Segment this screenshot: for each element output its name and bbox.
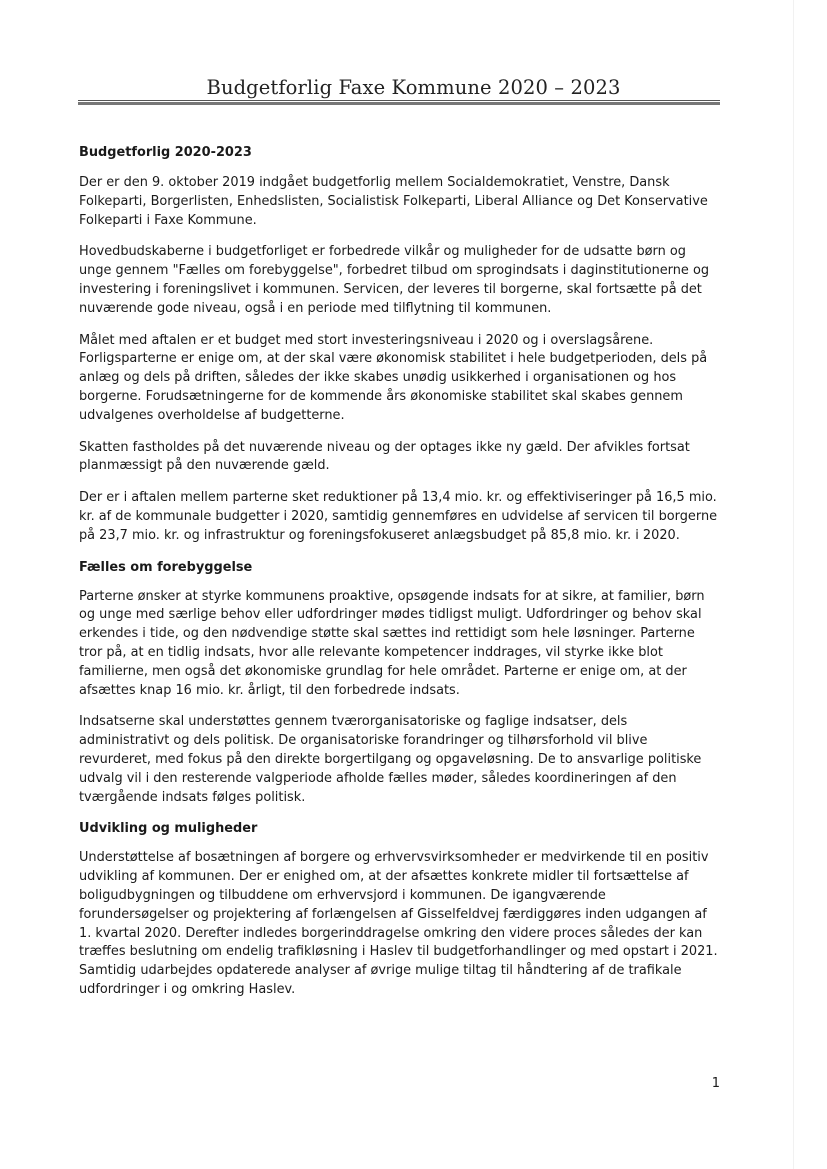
paragraph: Indsatserne skal understøttes gennem tværorganisatoriske og faglige indsatser, dels administrativt og dels politisk. De organisatoriske forandringer og tilhørsforhold vil blive revurderet, med fokus på den direkte borgertilgang og opgaveløsning. De to ansvarlige politiske udvalg vil i den resterende valgperiode afholde fælles møder, således koordineringen af den tværgående indsats følges politisk. — [79, 714, 702, 805]
paragraph: Understøttelse af bosætningen af borgere og erhvervsvirksomheder er medvirkende til en positiv udvikling af kommunen. Der er enighed om, at der afsættes konkrete midler til fortsættelse af boligudbygningen og tilbuddene om erhvervsjord i kommunen. De igangværende forundersøgelser og projektering af forlængelsen af Gisselfeldvej færdiggøres inden udgangen af 1. kvartal 2020. Derefter indledes borgerinddragelse omkring den videre proces således der kan træffes beslutning om endelig trafikløsning i Haslev til budgetforhandlinger og med opstart i 2021. Samtidig udarbejdes opdaterede analyser af øvrige mulige tiltag til håndtering af de trafikale udfordringer i og omkring Haslev. — [79, 850, 718, 997]
section-heading-faelles-om-forebyggelse: Fælles om forebyggelse — [79, 559, 253, 575]
section-heading-budgetforlig: Budgetforlig 2020-2023 — [79, 145, 252, 160]
section-heading-udvikling-og-muligheder: Udvikling og muligheder — [79, 821, 258, 837]
paragraph: Målet med aftalen er et budget med stort investeringsniveau i 2020 og i overslagsårene. Forligsparterne er enige om, at der skal være økonomisk stabilitet i hele budgetperioden, dels på anlæg og dels på driften, således der ikke skabes unødig usikkerhed i organisationen og hos borgerne. Forudsætningerne for de kommende års økonomiske stabilitet skal skabes gennem udvalgenes overholdelse af budgetterne. — [79, 332, 708, 423]
paragraph: Parterne ønsker at styrke kommunens proaktive, opsøgende indsats for at sikre, at familier, børn og unge med særlige behov eller udfordringer mødes tidligst muligt. Udfordringer og behov skal erkendes i tide, og den nødvendige støtte skal sættes ind rettidigt som hele løsninger. Parterne tror på, at en tidlig indsats, hvor alle relevante kompetencer inddrages, vil styrke ikke blot familierne, men også det økonomiske grundlag for hele området. Parterne er enige om, at der afsættes knap 16 mio. kr. årligt, til den forbedrede indsats. — [79, 588, 705, 698]
header-divider-thin — [78, 100, 720, 101]
paragraph: Skatten fastholdes på det nuværende niveau og der optages ikke ny gæld. Der afvikles fortsat planmæssigt på den nuværende gæld. — [79, 439, 690, 474]
header-divider-thick — [78, 102, 720, 105]
scan-edge-line — [793, 0, 794, 1169]
paragraph: Der er i aftalen mellem parterne sket reduktioner på 13,4 mio. kr. og effektiviseringer på 16,5 mio. kr. af de kommunale budgetter i 2020, samtidig gennemføres en udvidelse af servicen til borgerne på 23,7 mio. kr. og infrastruktur og foreningsfokuseret anlægsbudget på 85,8 mio. kr. i 2020. — [79, 490, 718, 543]
paragraph: Der er den 9. oktober 2019 indgået budgetforlig mellem Socialdemokratiet, Venstre, Dansk Folkeparti, Borgerlisten, Enhedslisten, Socialistisk Folkeparti, Liberal Alliance og Det Konservative Folkeparti i Faxe Kommune. — [79, 175, 708, 228]
document-body — [79, 144, 719, 1013]
page-number: 1 — [711, 1076, 720, 1091]
document-title: Budgetforlig Faxe Kommune 2020 – 2023 — [206, 76, 621, 99]
paragraph: Hovedbudskaberne i budgetforliget er forbedrede vilkår og muligheder for de udsatte børn og unge gennem "Fælles om forebyggelse", forbedret tilbud om sprogindsats i daginstitutionerne og investering i foreningslivet i kommunen. Servicen, der leveres til borgerne, skal fortsætte på det nuværende gode niveau, også i en periode med tilflytning til kommunen. — [79, 244, 710, 316]
